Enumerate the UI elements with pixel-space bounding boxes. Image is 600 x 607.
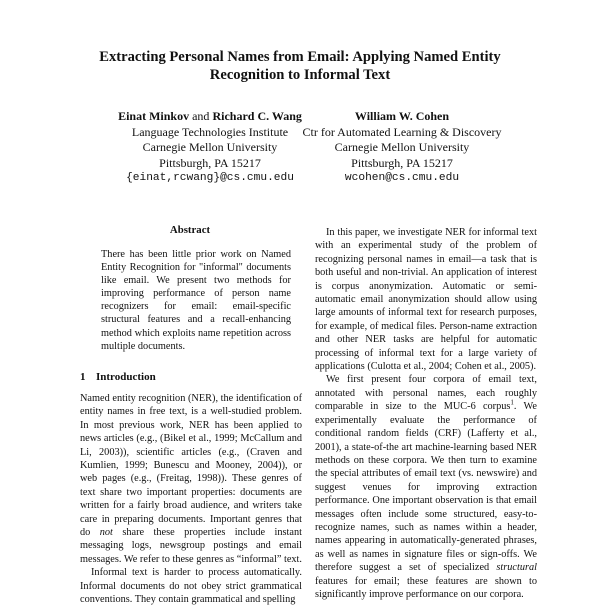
- intro-p1-emphasis: not: [99, 527, 113, 539]
- author-affiliation: Language Technologies Institute: [131, 124, 289, 139]
- right-p2-text-b: . We experimentally evaluate the performance of conditional random fields (CRF) (Lafferty et al., 2001), a state-of-the art machine-learning based NER methods on these corpora. We then turn to examine the special attributes of email text (vs. newswire) and suggest venues for improving extraction performance. One important observation is that email messages often include some structured, easy-to-recognize names, such as names within a header, names appearing in automatically-generated phrases, as well as names in signature files or sign-offs. We therefore suggest a set of specialized: [315, 401, 537, 574]
- author-and: and: [189, 109, 213, 123]
- intro-p1-rest: share these properties include instant messaging logs, newsgroup postings and email messages. We refer to these genres as “informal” text.: [80, 527, 302, 565]
- section-title: Introduction: [96, 371, 156, 383]
- section-number: 1: [80, 371, 86, 383]
- title-line-1: Extracting Personal Names from Email: Applying Named Entity: [99, 49, 501, 65]
- section-heading-introduction: [80, 371, 156, 383]
- author-affiliation: Ctr for Automated Learning & Discovery: [302, 124, 502, 139]
- abstract-text: There has been little prior work on Named Entity Recognition for "informal" documents like email. We present two methods for improving performance of person name recognizers for email: email-specific structural features and a recall-enhancing method which exploits name repetition across multiple documents.: [101, 249, 291, 352]
- title-line-2: Recognition to Informal Text: [209, 67, 391, 83]
- author-email: {einat,rcwang}@cs.cmu.edu: [126, 172, 294, 184]
- footnote-marker: 1: [510, 398, 514, 407]
- intro-paragraph-1: [80, 392, 302, 566]
- author-names: [287, 109, 517, 125]
- author-university: Carnegie Mellon University: [142, 140, 278, 154]
- author-name-minkov: Einat Minkov: [118, 109, 190, 123]
- right-p2-text-c: features for email; these features are shown to significantly improve performance on our corpora.: [315, 575, 537, 600]
- right-paragraph-1: In this paper, we investigate NER for informal text with an experimental study of the problem of recognizing personal names in email—a task that is both useful and non-trivial. An application of interest is corpus anonymization. Automatic or semi-automatic email anonymization should allow using large amounts of informal text for research purposes, for example, of medical files. Person-name extraction and other NER tasks are helpful for automatic processing of informal text for a large variety of applications (Culotta et al., 2004; Cohen et al., 2005).: [315, 227, 537, 373]
- author-name-cohen: William W. Cohen: [354, 109, 450, 123]
- author-block-right: [287, 109, 517, 187]
- intro-p1-text: Named entity recognition (NER), the identification of entity names in free text, is a well-studied problem. In most previous work, NER has been applied to news articles (e.g., (Bikel et al., 1999; McCallum and Li, 2003)), scientific articles (e.g., (Craven and Kumlien, 1999; Bunescu and Mooney, 2004)), or web pages (e.g., (Freitag, 1998)). These genres of text share two important properties: documents are written for a fairly broad audience, and writers take care in preparing documents. Important genres that do: [80, 393, 302, 539]
- author-location: Pittsburgh, PA 15217: [351, 155, 453, 170]
- right-p2-text-a: We first present four corpora of email text, annotated with personal names, each roughly comparable in size to the MUC-6 corpus: [315, 374, 537, 413]
- author-name-wang: Richard C. Wang: [212, 109, 302, 123]
- right-column-body: [315, 226, 537, 601]
- author-university: Carnegie Mellon University: [334, 140, 470, 154]
- paper-title: [60, 48, 540, 84]
- author-email: wcohen@cs.cmu.edu: [344, 172, 460, 184]
- intro-paragraph-2: Informal text is harder to process automatically. Informal documents do not obey strict grammatical conventions. They contain grammatical and spelling: [80, 567, 302, 606]
- right-paragraph-2: [315, 373, 537, 601]
- author-location: Pittsburgh, PA 15217: [159, 155, 261, 170]
- left-column-body: [80, 392, 302, 607]
- right-p2-emphasis: structural: [496, 562, 537, 574]
- abstract-heading: Abstract: [169, 224, 211, 236]
